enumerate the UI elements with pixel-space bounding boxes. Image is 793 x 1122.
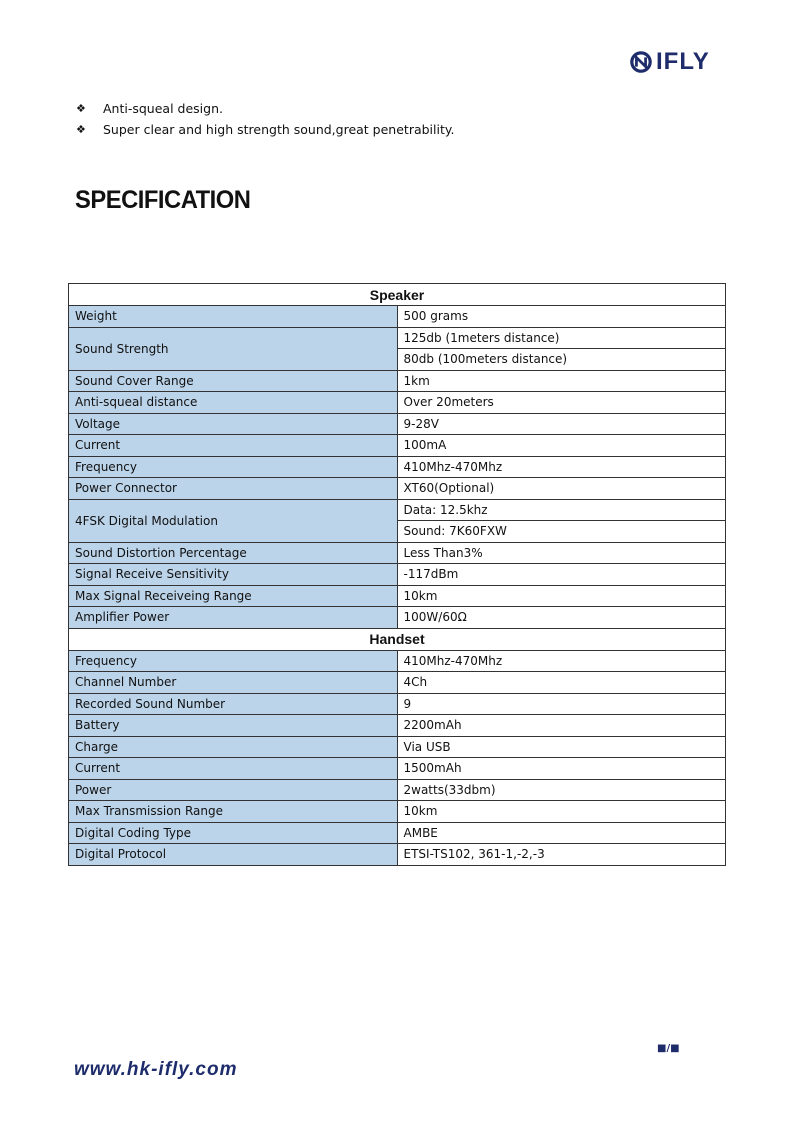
table-row bbox=[69, 801, 726, 823]
table-row bbox=[69, 736, 726, 758]
spec-value: ETSI-TS102, 361-1,-2,-3 bbox=[397, 844, 726, 866]
table-row bbox=[69, 478, 726, 500]
spec-label: Amplifier Power bbox=[69, 607, 398, 629]
feature-list bbox=[76, 98, 454, 140]
section-heading: Speaker bbox=[69, 284, 726, 306]
spec-value: Over 20meters bbox=[397, 392, 726, 414]
spec-label: Frequency bbox=[69, 456, 398, 478]
spec-label: Current bbox=[69, 758, 398, 780]
feature-text: Anti-squeal design. bbox=[103, 101, 223, 116]
table-row bbox=[69, 499, 726, 521]
page-title: SPECIFICATION bbox=[75, 186, 251, 214]
website-url: www.hk-ifly.com bbox=[74, 1059, 238, 1080]
spec-label: Battery bbox=[69, 715, 398, 737]
list-item bbox=[76, 119, 454, 140]
table-row bbox=[69, 327, 726, 349]
handset-section-header bbox=[69, 628, 726, 650]
spec-label: Digital Protocol bbox=[69, 844, 398, 866]
spec-label: Power Connector bbox=[69, 478, 398, 500]
spec-label: Charge bbox=[69, 736, 398, 758]
table-row bbox=[69, 413, 726, 435]
spec-value: 1500mAh bbox=[397, 758, 726, 780]
table-row bbox=[69, 693, 726, 715]
spec-label: Sound Cover Range bbox=[69, 370, 398, 392]
spec-label: Current bbox=[69, 435, 398, 457]
feature-text: Super clear and high strength sound,great penetrability. bbox=[103, 122, 455, 137]
spec-value: 500 grams bbox=[397, 306, 726, 328]
diamond-bullet-icon: ❖ bbox=[76, 102, 86, 115]
logo-text: IFLY bbox=[656, 48, 710, 75]
table-row bbox=[69, 456, 726, 478]
table-row bbox=[69, 822, 726, 844]
spec-value: -117dBm bbox=[397, 564, 726, 586]
spec-value: 100mA bbox=[397, 435, 726, 457]
speaker-section-header bbox=[69, 284, 726, 306]
spec-label: Anti-squeal distance bbox=[69, 392, 398, 414]
table-row bbox=[69, 607, 726, 629]
spec-value: Data: 12.5khz bbox=[397, 499, 726, 521]
table-row bbox=[69, 542, 726, 564]
table-row bbox=[69, 650, 726, 672]
table-row bbox=[69, 715, 726, 737]
table-row bbox=[69, 585, 726, 607]
spec-value: AMBE bbox=[397, 822, 726, 844]
spec-label: Recorded Sound Number bbox=[69, 693, 398, 715]
spec-label: Voltage bbox=[69, 413, 398, 435]
table-row bbox=[69, 370, 726, 392]
table-row bbox=[69, 392, 726, 414]
spec-label: Channel Number bbox=[69, 672, 398, 694]
table-row bbox=[69, 779, 726, 801]
spec-value: 4Ch bbox=[397, 672, 726, 694]
spec-label: Frequency bbox=[69, 650, 398, 672]
section-heading: Handset bbox=[69, 628, 726, 650]
spec-label: Power bbox=[69, 779, 398, 801]
spec-value: Sound: 7K60FXW bbox=[397, 521, 726, 543]
page-indicator: ■/■ bbox=[657, 1043, 680, 1054]
list-item bbox=[76, 98, 454, 119]
spec-value: 1km bbox=[397, 370, 726, 392]
table-row bbox=[69, 758, 726, 780]
spec-label: Sound Strength bbox=[69, 327, 398, 370]
spec-value: 10km bbox=[397, 801, 726, 823]
table-row bbox=[69, 844, 726, 866]
spec-value: 80db (100meters distance) bbox=[397, 349, 726, 371]
logo-icon bbox=[630, 50, 652, 74]
table-row bbox=[69, 435, 726, 457]
spec-label: Max Transmission Range bbox=[69, 801, 398, 823]
spec-value: 9-28V bbox=[397, 413, 726, 435]
table-row bbox=[69, 672, 726, 694]
spec-value: 9 bbox=[397, 693, 726, 715]
spec-value: XT60(Optional) bbox=[397, 478, 726, 500]
spec-value: 410Mhz-470Mhz bbox=[397, 650, 726, 672]
spec-label: Weight bbox=[69, 306, 398, 328]
spec-value: 125db (1meters distance) bbox=[397, 327, 726, 349]
spec-value: Via USB bbox=[397, 736, 726, 758]
spec-value: 100W/60Ω bbox=[397, 607, 726, 629]
spec-value: 410Mhz-470Mhz bbox=[397, 456, 726, 478]
table-row bbox=[69, 564, 726, 586]
spec-table bbox=[68, 283, 726, 866]
spec-label: Sound Distortion Percentage bbox=[69, 542, 398, 564]
spec-value: 10km bbox=[397, 585, 726, 607]
spec-value: 2watts(33dbm) bbox=[397, 779, 726, 801]
spec-label: 4FSK Digital Modulation bbox=[69, 499, 398, 542]
table-row bbox=[69, 306, 726, 328]
spec-label: Digital Coding Type bbox=[69, 822, 398, 844]
spec-value: 2200mAh bbox=[397, 715, 726, 737]
brand-logo bbox=[630, 48, 710, 76]
diamond-bullet-icon: ❖ bbox=[76, 123, 86, 136]
spec-label: Signal Receive Sensitivity bbox=[69, 564, 398, 586]
spec-label: Max Signal Receiveing Range bbox=[69, 585, 398, 607]
spec-value: Less Than3% bbox=[397, 542, 726, 564]
